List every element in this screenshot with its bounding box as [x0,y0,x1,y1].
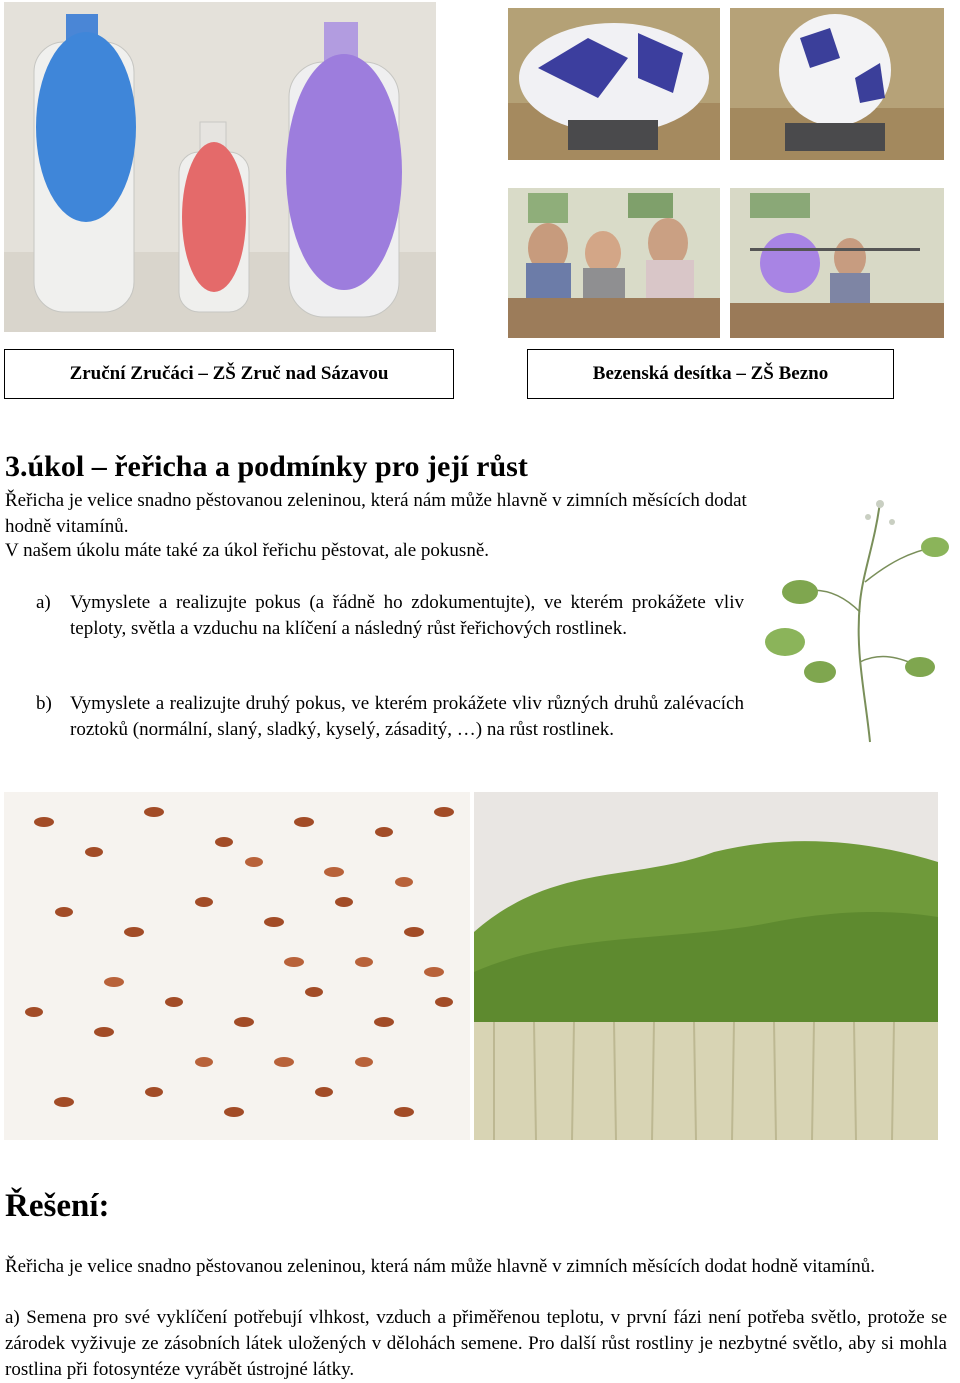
task-line2: V našem úkolu máte také za úkol řeřichu pěstovat, ale pokusně. [5,540,489,561]
task-item-b [36,691,744,771]
photo-cress-sprouts [474,792,938,1140]
drawing-cress-plant [760,492,956,744]
task-item-a [36,590,744,670]
team-label-bezno: Bezenská desítka – ZŠ Bezno [527,349,894,399]
photo-bottles-with-balloons [4,2,436,332]
task-item-a-marker: a) [36,592,51,613]
photo-cress-seeds [4,792,470,1140]
photo-pupils-at-balance [508,188,720,338]
solution-paragraph-1: Řeřicha je velice snadno pěstovanou zeleninou, která nám může hlavně v zimních měsících dodat hodně vitamínů. [5,1256,876,1277]
task-item-a-text: Vymyslete a realizujte pokus (a řádně ho zdokumentujte), ve kterém prokážete vliv teploty, světla a vzduchu na klíčení a následný růst řeřichových rostlinek. [70,592,744,639]
photo-ball-on-scale-inflated [730,8,944,160]
task-intro: Řeřicha je velice snadno pěstovanou zeleninou, která nám může hlavně v zimních měsících dodat hodně vitamínů. [5,490,747,537]
solution-paragraph-2: a) Semena pro své vyklíčení potřebují vlhkost, vzduch a přiměřenou teplotu, v první fázi není potřeba světlo, protože se zárodek vyživuje ze zásobních látek uložených v dělohách semene. Pro další růst rostliny je nezbytné světlo, aby si mohla rostlina při fotosyntéze vyrábět ústrojné látky. [5,1307,947,1380]
photo-balloon-on-balance [730,188,944,338]
solution-title: Řešení: [5,1188,110,1224]
team-label-zruc: Zruční Zručáci – ZŠ Zruč nad Sázavou [4,349,454,399]
task-title: 3.úkol – řeřicha a podmínky pro její růst [5,450,528,483]
task-item-b-marker: b) [36,693,52,714]
photo-ball-on-scale [508,8,720,160]
task-item-b-text: Vymyslete a realizujte druhý pokus, ve kterém prokážete vliv různých druhů zalévacích roztoků (normální, slaný, sladký, kyselý, zásaditý, …) na růst rostlinek. [70,693,744,740]
